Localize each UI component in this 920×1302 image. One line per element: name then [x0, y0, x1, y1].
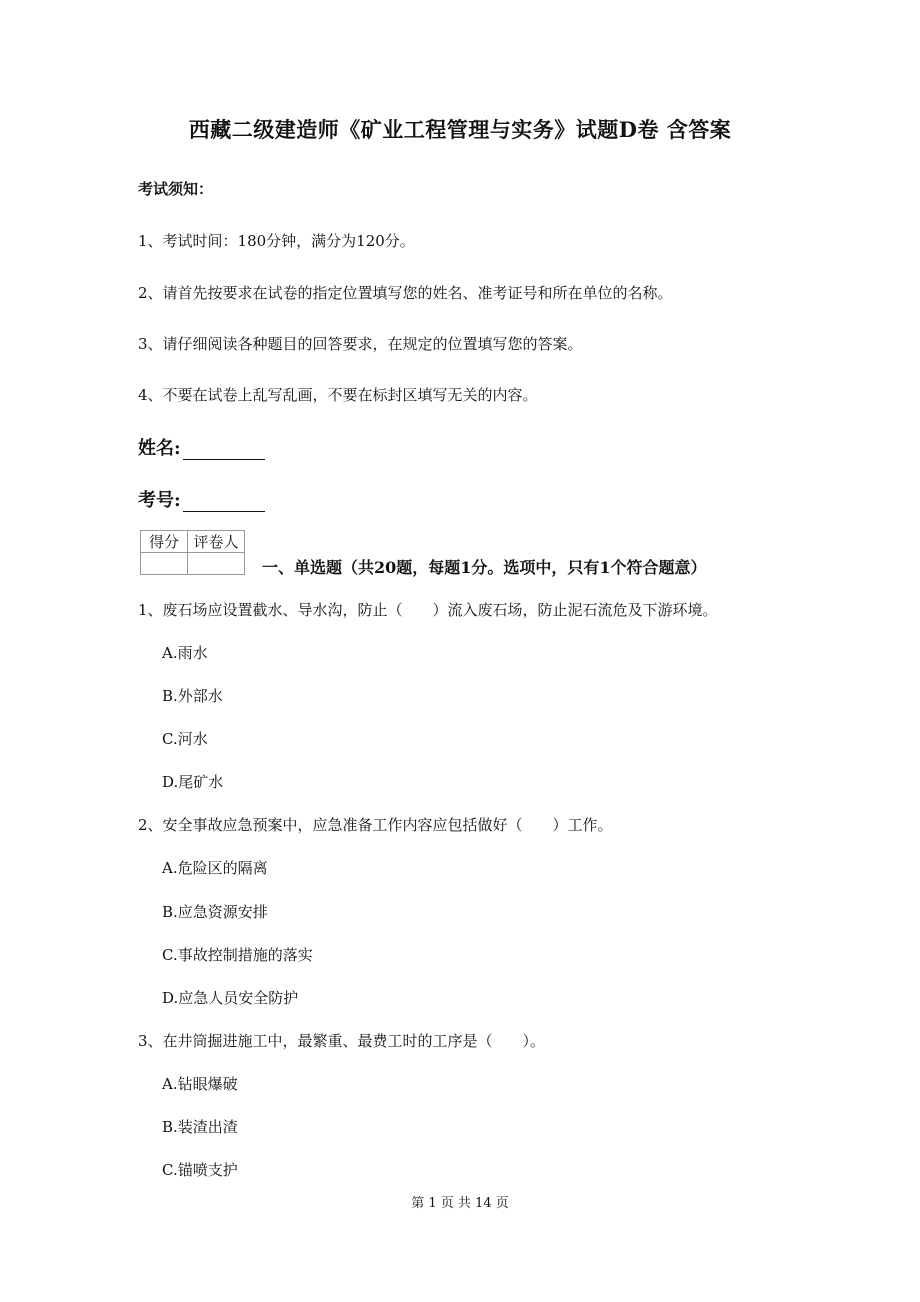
notice-item: 4、不要在试卷上乱写乱画，不要在标封区填写无关的内容。 [138, 386, 538, 404]
question-stem: 2、安全事故应急预案中，应急准备工作内容应包括做好（ ）工作。 [138, 816, 613, 834]
grader-header: 评卷人 [188, 531, 245, 553]
question-option: C.锚喷支护 [162, 1161, 238, 1179]
notice-item: 1、考试时间：180分钟，满分为120分。 [138, 232, 415, 250]
question-option: A.钻眼爆破 [162, 1075, 238, 1093]
question-stem: 3、在井筒掘进施工中，最繁重、最费工时的工序是（ ）。 [138, 1032, 546, 1050]
document-title: 西藏二级建造师《矿业工程管理与实务》试题D卷 含答案 [188, 117, 732, 142]
exam-number-blank[interactable] [183, 493, 265, 512]
grader-cell[interactable] [188, 553, 245, 575]
question-stem: 1、废石场应设置截水、导水沟，防止（ ）流入废石场，防止泥石流危及下游环境。 [138, 601, 718, 619]
score-header: 得分 [141, 531, 188, 553]
question-option: D.尾矿水 [162, 773, 224, 791]
notice-item: 2、请首先按要求在试卷的指定位置填写您的姓名、准考证号和所在单位的名称。 [138, 284, 673, 302]
score-cell[interactable] [141, 553, 188, 575]
name-blank[interactable] [183, 441, 265, 460]
question-option: D.应急人员安全防护 [162, 989, 299, 1007]
question-option: B.外部水 [162, 687, 223, 705]
section-title: 一、单选题（共20题，每题1分。选项中，只有1个符合题意） [262, 558, 707, 577]
exam-number-field [138, 486, 265, 512]
name-label: 姓名: [138, 438, 181, 459]
question-option: B.装渣出渣 [162, 1118, 238, 1136]
exam-number-label: 考号: [138, 490, 181, 511]
page-footer: 第 1 页 共 14 页 [411, 1196, 509, 1211]
notice-heading: 考试须知： [138, 180, 214, 198]
question-option: C.河水 [162, 730, 208, 748]
name-field [138, 434, 265, 460]
score-table [140, 530, 245, 575]
question-option: A.危险区的隔离 [162, 859, 268, 877]
question-option: B.应急资源安排 [162, 903, 268, 921]
notice-item: 3、请仔细阅读各种题目的回答要求，在规定的位置填写您的答案。 [138, 335, 583, 353]
question-option: C.事故控制措施的落实 [162, 946, 313, 964]
question-option: A.雨水 [162, 644, 208, 662]
